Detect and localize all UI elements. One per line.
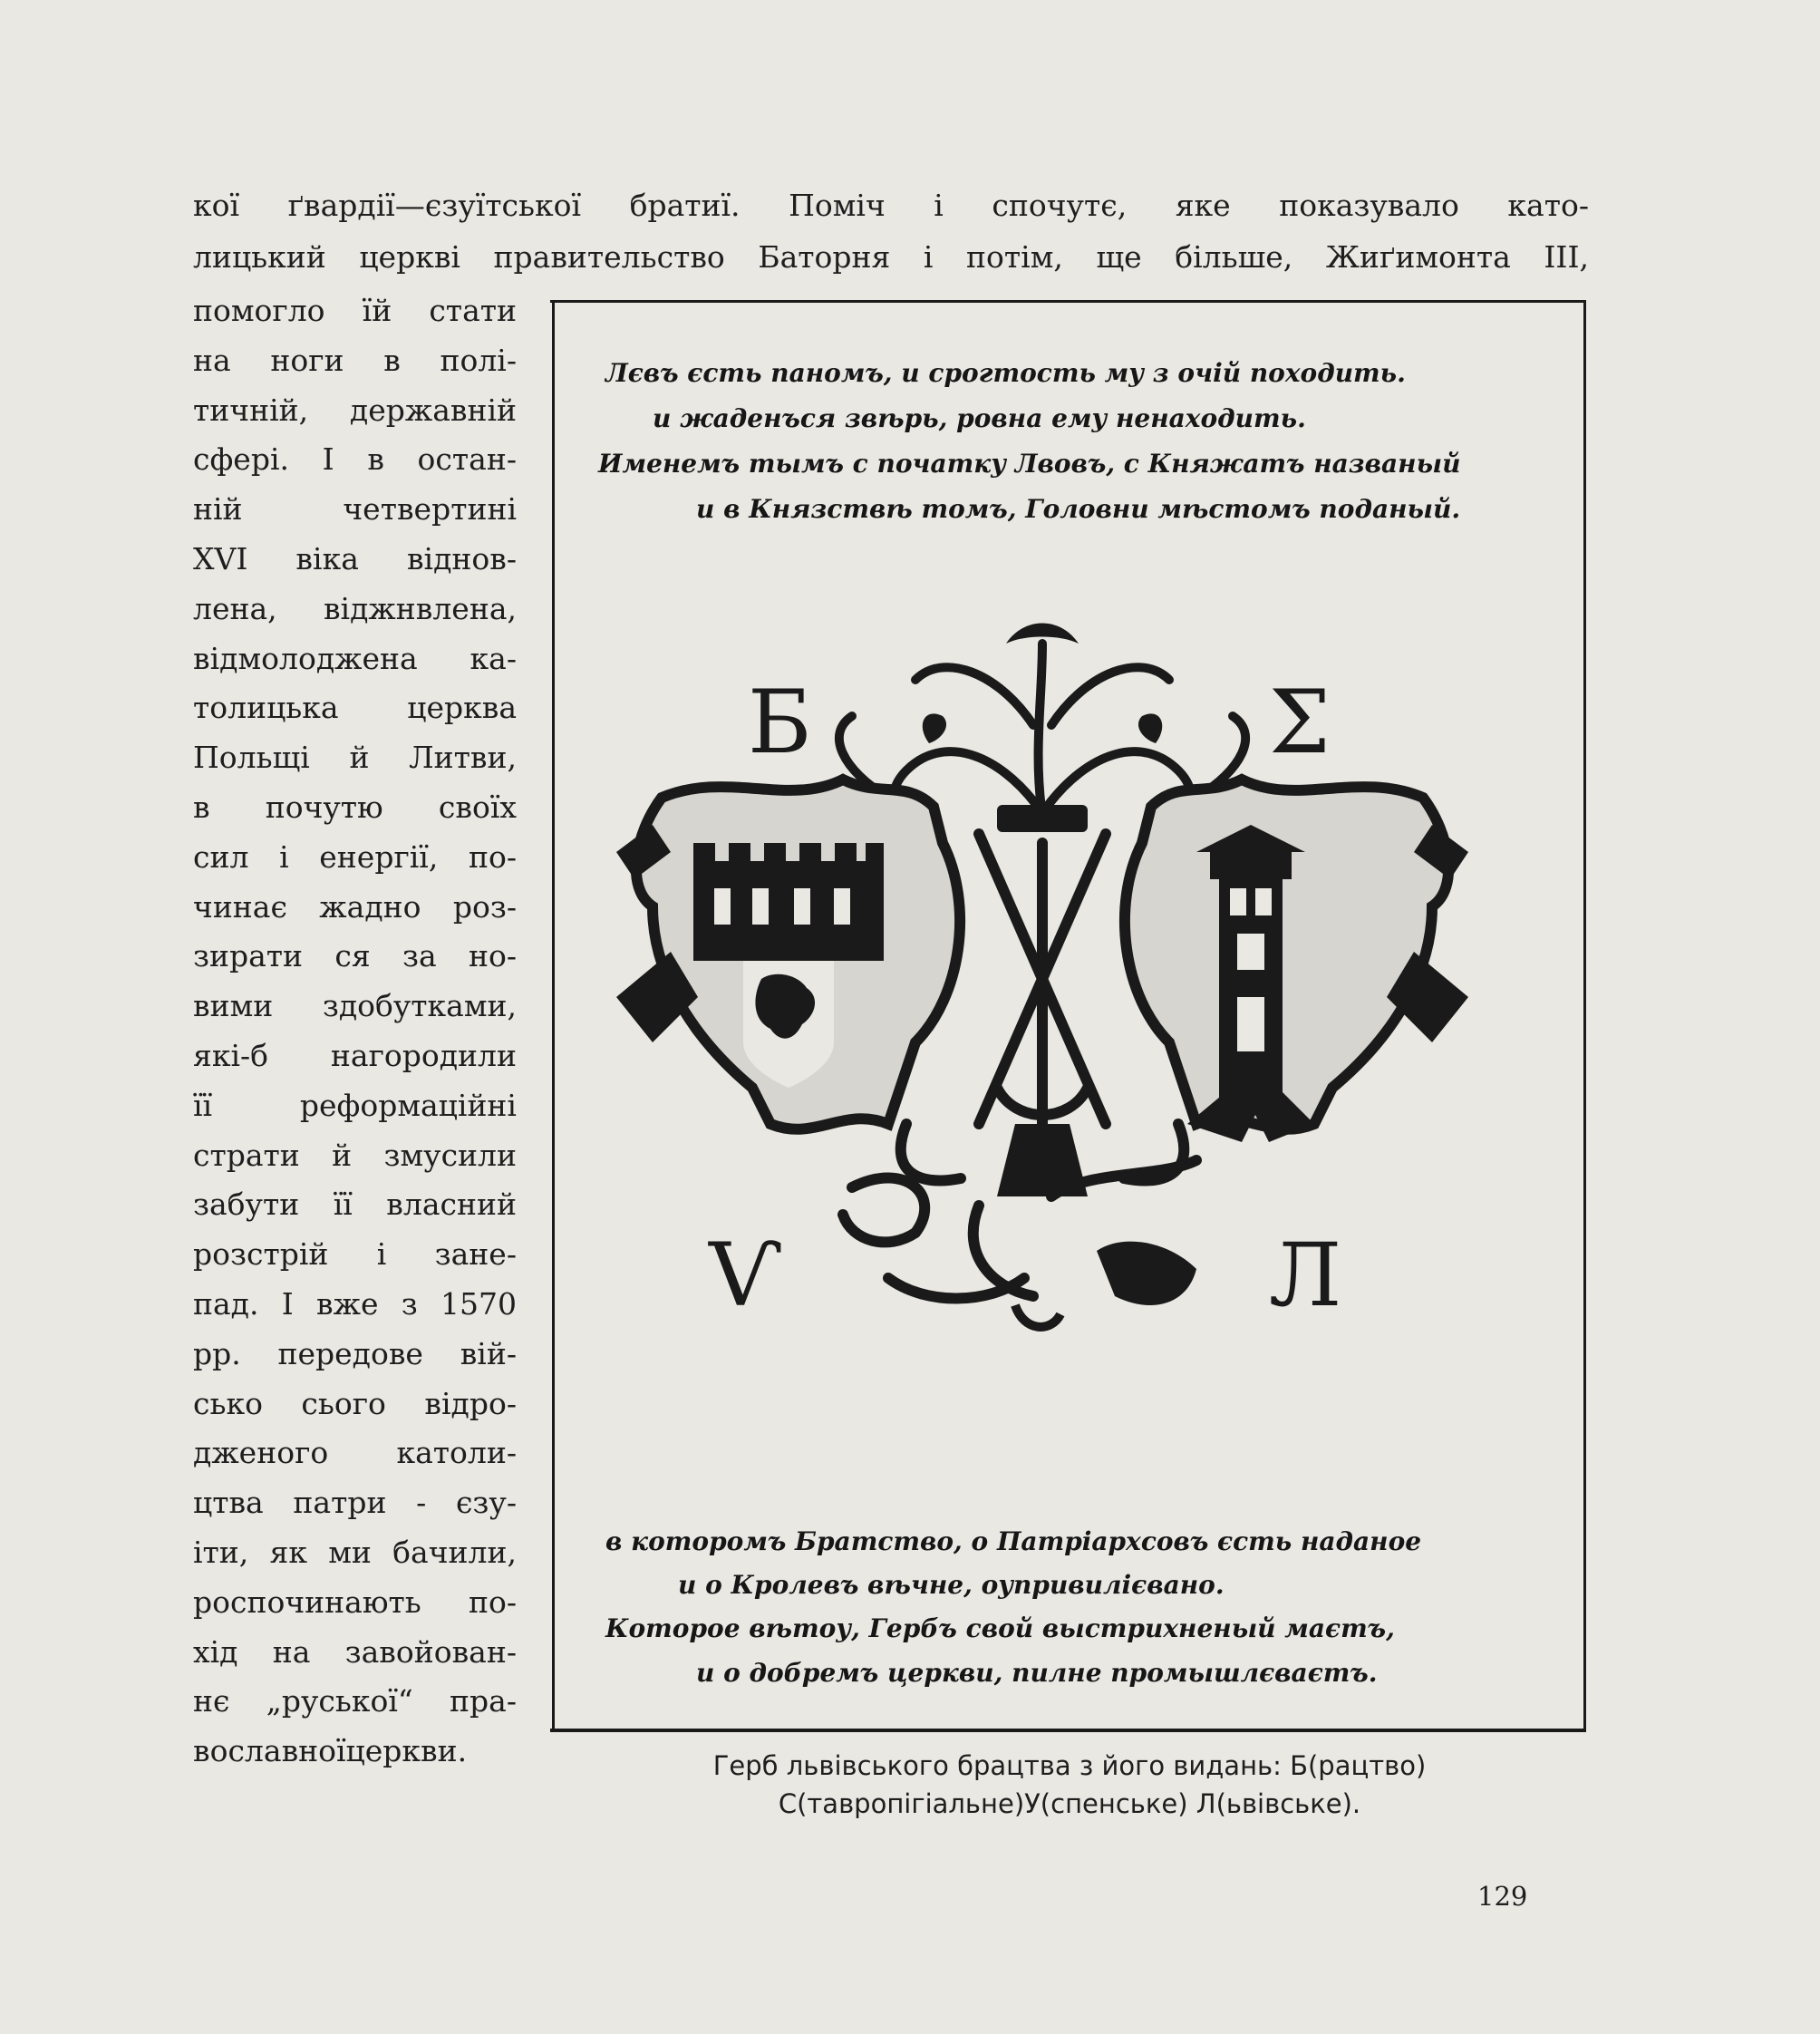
column-text-line: страти й змусили [193, 1137, 517, 1173]
column-text-line: зирати ся за но- [193, 938, 517, 974]
figure-border-left [552, 302, 555, 1730]
column-text-line: чинає жадно роз- [193, 888, 517, 925]
column-text-line: які-б нагородили [193, 1038, 517, 1073]
column-text-line: хід на завойован- [193, 1633, 517, 1670]
column-text-line: вими здобутками, [193, 988, 517, 1024]
verse-top-line: и жаденъся звѣрь, ровна ему ненаходить. [653, 403, 1306, 433]
figure-border-right [1583, 302, 1586, 1730]
emblem-letter: Σ [1269, 672, 1331, 773]
column-text-line: толицька церква [193, 690, 517, 726]
column-text-line: іти, як ми бачили, [193, 1535, 517, 1570]
column-text-line: цтва патри - єзу- [193, 1485, 517, 1521]
column-text-line: сько сього відро- [193, 1385, 517, 1421]
body-text-line: лицький церкві правительство Баторня і потім, ще більше, Жиґимонта III, [193, 239, 1589, 275]
column-text-line: пад. І вже з 1570 [193, 1286, 517, 1322]
column-text-line: забути її власний [193, 1186, 517, 1223]
verse-bottom-line: Которое вѣтоу, Гербъ свой выстрихненый маєтъ, [605, 1613, 1395, 1643]
verse-top-line: Именемъ тымъ с початку Лвовъ, с Княжатъ названый [598, 449, 1461, 479]
column-text-line: рр. передове вій- [193, 1335, 517, 1371]
verse-top-line: Лєвъ єсть паномъ, и срогтость му з очій походить. [605, 358, 1406, 388]
column-text-line: вославноїцеркви. [193, 1733, 468, 1769]
column-text-line: Польщі й Литви, [193, 740, 517, 776]
body-text-line: кої ґвардії—єзуїтської братиї. Поміч і спочутє, яке показувало като- [193, 188, 1589, 223]
column-text-line: її реформаційні [193, 1087, 517, 1123]
verse-bottom-line: и о Кролевъ вѣчне, оупривилієвано. [678, 1570, 1225, 1600]
verse-bottom-line: и о добремъ церкви, пилне промышлєваєтъ. [696, 1658, 1378, 1688]
column-text-line: помогло їй стати [193, 293, 517, 328]
column-text-line: XVI віка віднов- [193, 541, 517, 576]
verse-top-line: и в Князствѣ томъ, Головни мѣстомъ поданый. [696, 494, 1461, 524]
figure-caption: Герб львівського брацтва з його видань: Б(рацтво) [712, 1750, 1427, 1781]
column-text-line: на ноги в полі- [193, 342, 517, 378]
emblem-letter: Л [1269, 1225, 1342, 1326]
figure-border-top [550, 300, 1586, 303]
column-text-line: роспочинають по- [193, 1584, 517, 1620]
column-text-line: сил і енергії, по- [193, 838, 517, 875]
column-text-line: тичній, державній [193, 392, 517, 428]
figure-caption: С(тавропігіальне)У(спенське) Л(ьвівське). [778, 1788, 1361, 1819]
page-number: 129 [1477, 1881, 1528, 1912]
verse-bottom-line: в которомъ Братство, о Патріархсовъ єсть наданое [605, 1526, 1422, 1556]
brotherhood-coat-of-arms [616, 616, 1468, 1396]
column-text-line: відмолоджена ка- [193, 640, 517, 676]
column-text-line: дженого католи- [193, 1435, 517, 1471]
column-text-line: в почутю своїх [193, 789, 517, 825]
column-text-line: нє „руської“ пра- [193, 1683, 517, 1719]
column-text-line: сфері. І в остан- [193, 441, 517, 478]
emblem-letter: Ѵ [707, 1225, 782, 1326]
emblem-letter: Б [748, 672, 812, 773]
figure-border-bottom [550, 1729, 1586, 1732]
column-text-line: ній четвертині [193, 491, 517, 528]
column-text-line: розстрій і зане- [193, 1236, 517, 1273]
column-text-line: лена, віджнвлена, [193, 590, 517, 626]
